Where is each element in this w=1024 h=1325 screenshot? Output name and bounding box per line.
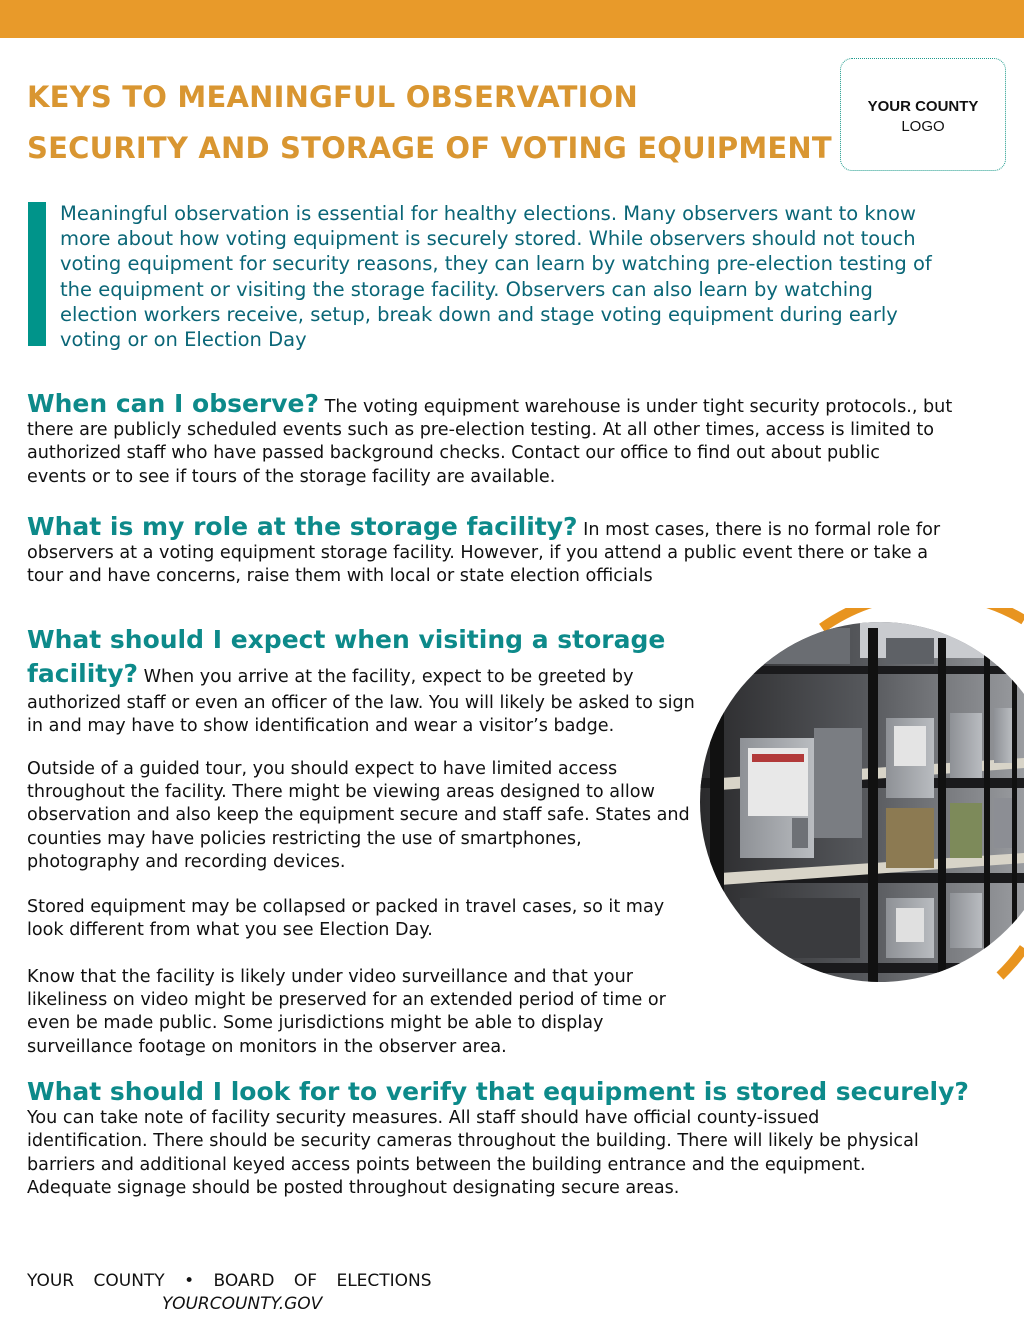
section-text: In most cases, there is no formal role for <box>577 520 941 540</box>
intro-accent-bar <box>28 202 46 346</box>
section-text: in and may have to show identification and wear a visitor’s badge. <box>27 716 615 737</box>
section-text: there are publicly scheduled events such as pre-election testing. At all other times, access is limited to <box>27 420 935 441</box>
section-text: When you arrive at the facility, expect to be greeted by <box>138 667 634 687</box>
intro-line: Meaningful observation is essential for healthy elections. Many observers want to know <box>60 202 916 225</box>
section-text: tour and have concerns, raise them with local or state election officials <box>27 566 653 587</box>
page-subtitle: SECURITY AND STORAGE OF VOTING EQUIPMENT <box>27 131 832 165</box>
intro-line: voting or on Election Day <box>60 328 307 352</box>
section-heading: facility? <box>27 659 139 688</box>
section-text: counties may have policies restricting the use of smartphones, <box>27 828 582 849</box>
section-text: throughout the facility. There might be viewing areas designed to allow <box>27 782 655 803</box>
section-text: photography and recording devices. <box>27 851 346 872</box>
section-text: The voting equipment warehouse is under tight security protocols., but <box>319 397 953 417</box>
intro-line: election workers receive, setup, break down and stage voting equipment during early <box>60 302 898 326</box>
section-text: surveillance footage on monitors in the observer area. <box>27 1036 507 1057</box>
intro-line: the equipment or visiting the storage facility. Observers can also learn by watching <box>60 277 873 301</box>
intro-line: more about how voting equipment is securely stored. While observers should not touch <box>60 227 916 251</box>
section-text: observers at a voting equipment storage facility. However, if you attend a public event there or take a <box>27 543 928 564</box>
section-text: barriers and additional keyed access points between the building entrance and the equipment. <box>27 1154 866 1175</box>
intro-line: voting equipment for security reasons, they can learn by watching pre-election testing of <box>60 252 932 276</box>
section-text: likeliness on video might be preserved for an extended period of time or <box>27 990 666 1011</box>
section-expect <box>27 624 695 738</box>
expect-paragraph-4 <box>27 966 666 1059</box>
footer-website: YOURCOUNTY.GOV <box>162 1294 323 1314</box>
intro-paragraph <box>60 201 960 352</box>
logo-line-2: LOGO <box>901 118 945 135</box>
section-role <box>27 512 941 589</box>
top-accent-bar <box>0 0 1024 38</box>
section-text: events or to see if tours of the storage facility are available. <box>27 466 556 487</box>
section-text: authorized staff or even an officer of the law. You will likely be asked to sign <box>27 693 695 713</box>
section-text: authorized staff who have passed background checks. Contact our office to find out about public <box>27 443 880 464</box>
expect-paragraph-3 <box>27 896 664 942</box>
expect-paragraph-2 <box>27 758 690 874</box>
county-logo-placeholder <box>840 58 1006 171</box>
section-when-observe <box>27 389 953 489</box>
section-heading: What should I look for to verify that equipment is stored securely? <box>27 1077 969 1106</box>
section-text: Adequate signage should be posted throughout designating secure areas. <box>27 1177 680 1198</box>
section-text: observation and also keep the equipment secure and staff safe. States and <box>27 805 690 826</box>
storage-facility-photo <box>700 608 1024 988</box>
logo-line-1: YOUR COUNTY <box>867 98 979 115</box>
section-text: identification. There should be security cameras throughout the building. There will likely be physical <box>27 1131 919 1152</box>
section-text: Know that the facility is likely under video surveillance and that your <box>27 967 633 987</box>
section-heading: What is my role at the storage facility? <box>27 512 578 541</box>
section-text: look different from what you see Election Day. <box>27 920 433 941</box>
section-heading: What should I expect when visiting a storage <box>27 625 666 654</box>
section-verify <box>27 1077 969 1200</box>
page-title: KEYS TO MEANINGFUL OBSERVATION <box>27 80 638 114</box>
footer-organization: YOUR COUNTY • BOARD OF ELECTIONS <box>27 1271 432 1291</box>
section-text: You can take note of facility security measures. All staff should have official county-issued <box>27 1108 820 1129</box>
section-text: Stored equipment may be collapsed or packed in travel cases, so it may <box>27 897 665 917</box>
section-text: even be made public. Some jurisdictions might be able to display <box>27 1013 604 1034</box>
section-text: Outside of a guided tour, you should expect to have limited access <box>27 759 618 779</box>
section-heading: When can I observe? <box>27 389 320 418</box>
voting-machine-shelves-illustration <box>700 608 1024 988</box>
